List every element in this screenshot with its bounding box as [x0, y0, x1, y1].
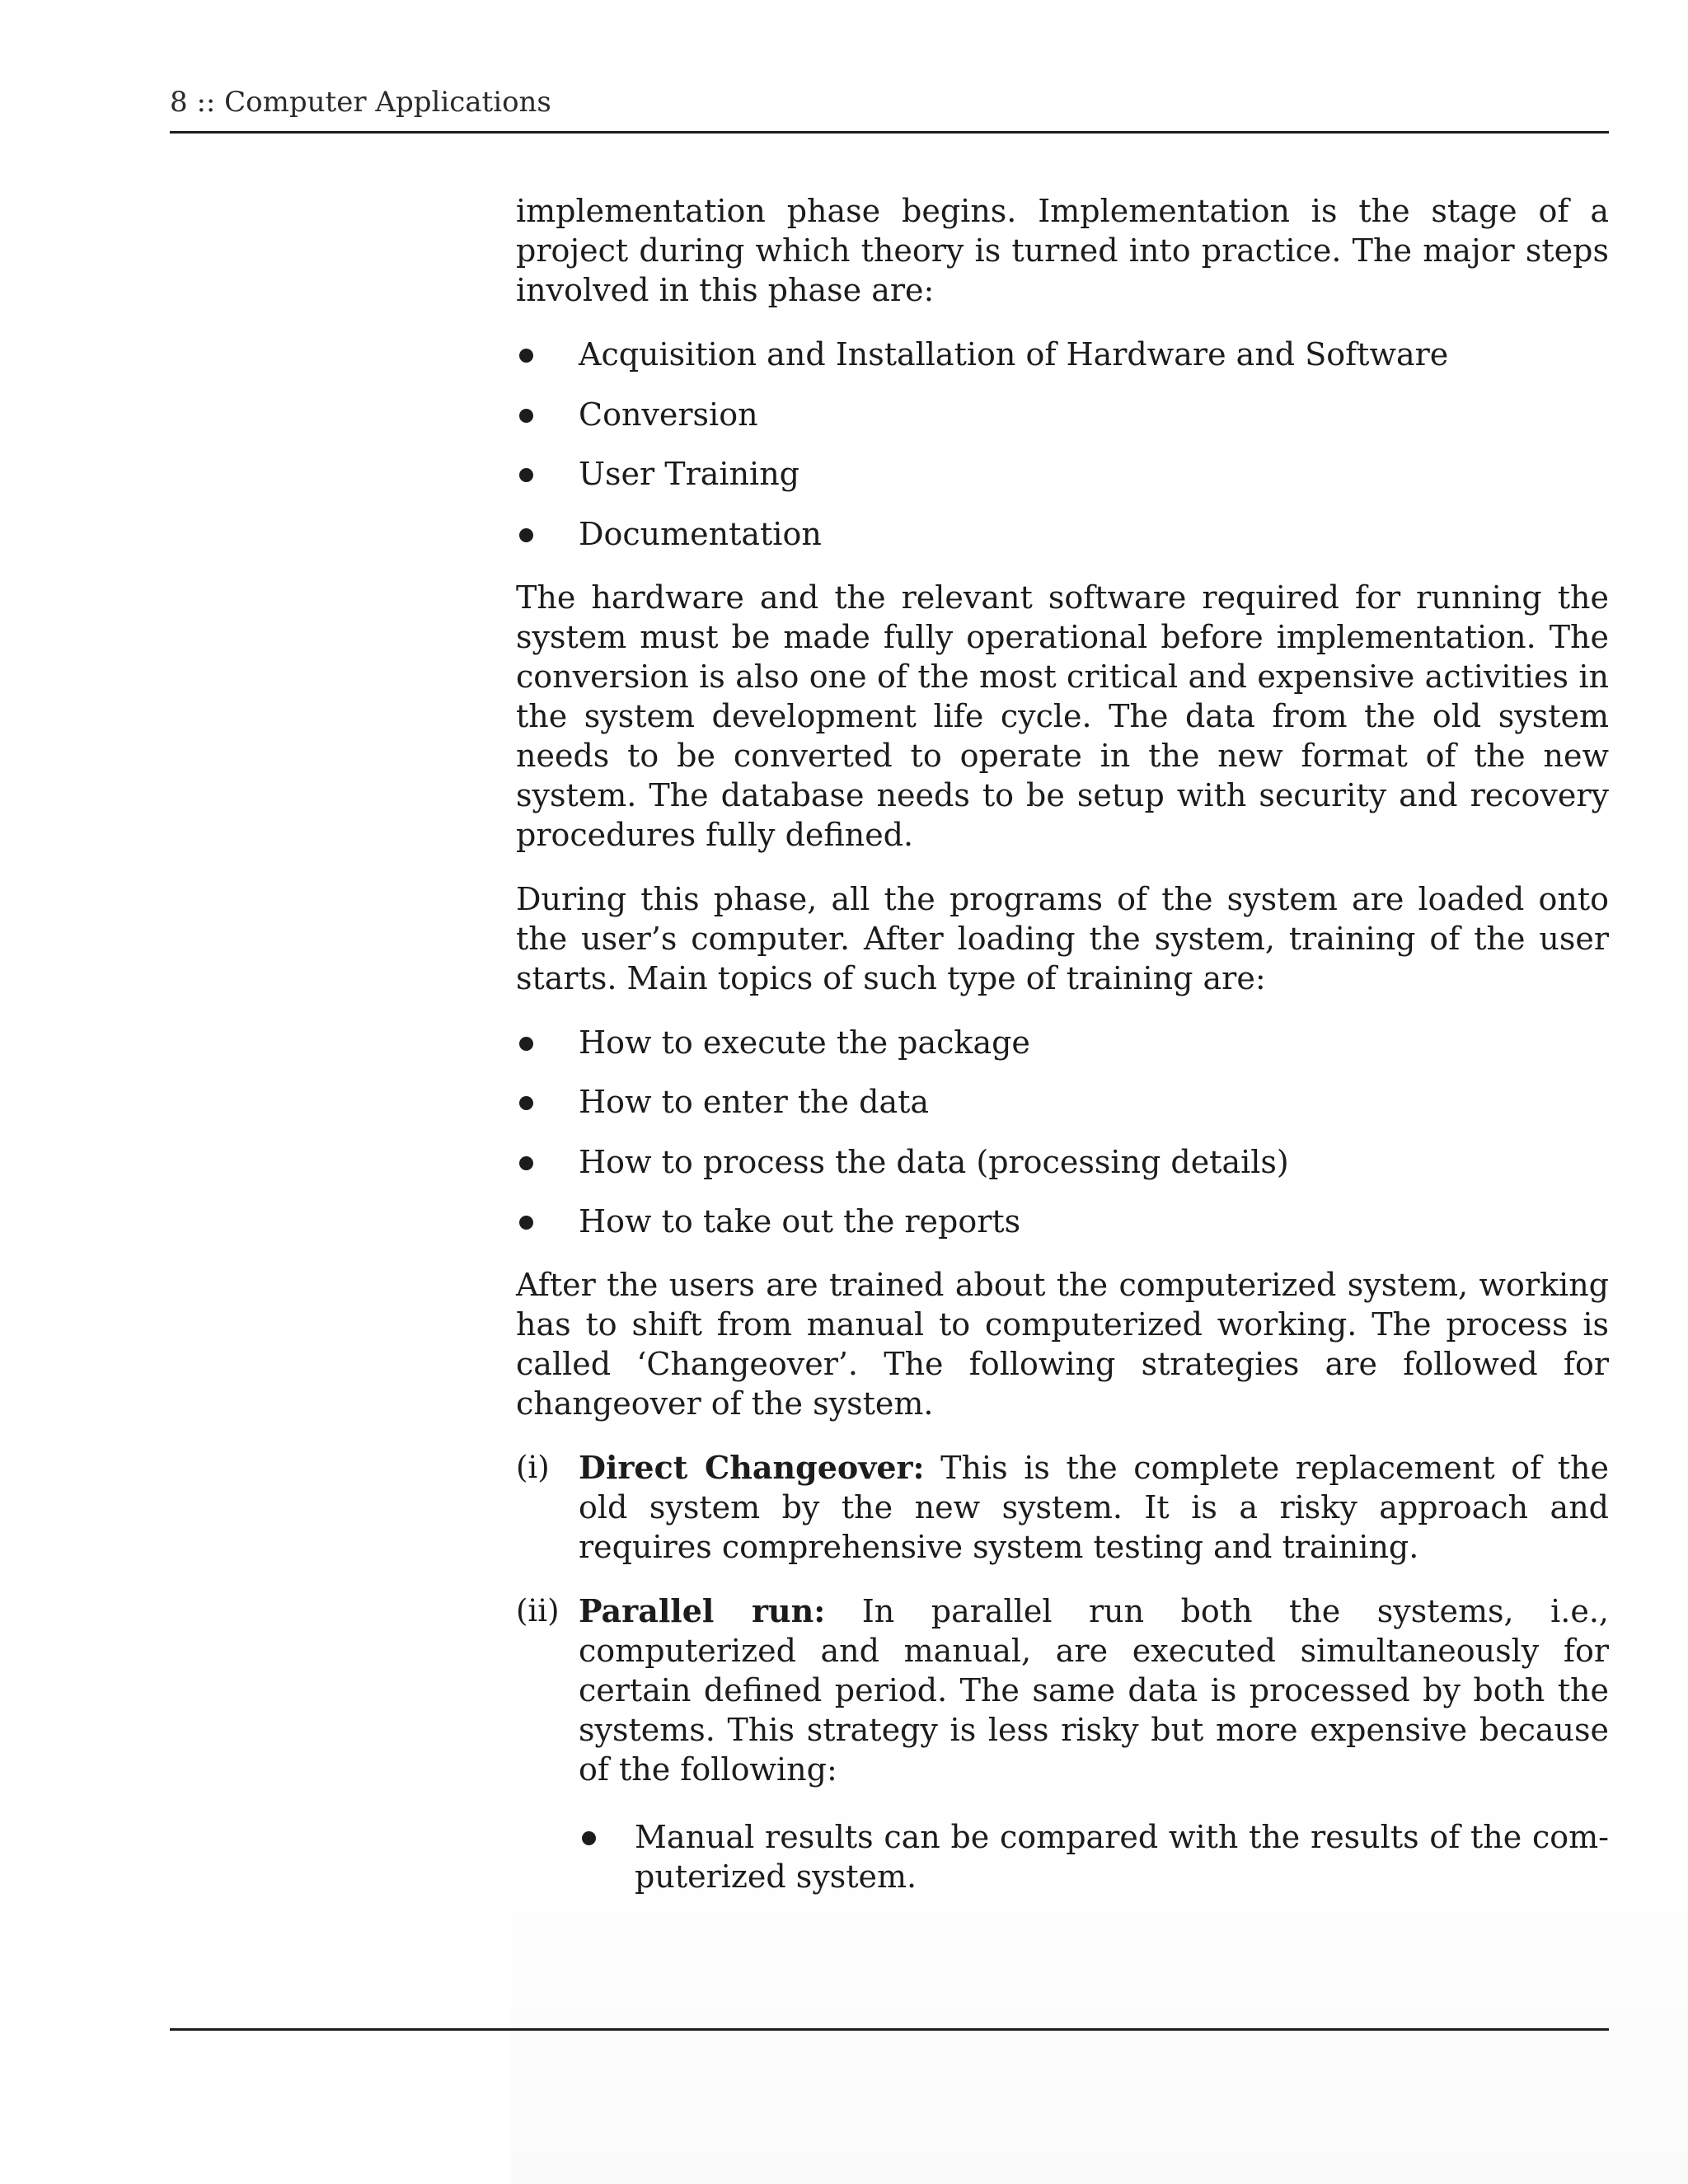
strategy-number: (ii) [516, 1593, 560, 1629]
training-paragraph: During this phase, all the programs of the system are loaded onto the user’s computer. After loading the system, training of the user starts. Main topics of such type of training are: [516, 880, 1609, 996]
list-item [516, 1142, 1609, 1182]
bullet-icon [519, 468, 533, 482]
list-item-text: Conversion [579, 396, 758, 433]
list-item [516, 454, 1609, 494]
footer-rule [170, 2028, 1609, 2031]
bullet-icon [582, 1831, 596, 1845]
running-header: 8 :: Computer Applications [170, 86, 551, 119]
list-item [516, 1023, 1609, 1062]
list-item [516, 335, 1609, 374]
bullet-icon [519, 1037, 533, 1051]
list-item [516, 395, 1609, 434]
list-item [516, 1202, 1609, 1241]
list-item-text: User Training [579, 456, 800, 492]
implementation-steps-list [516, 335, 1609, 554]
changeover-paragraph: After the users are trained about the computerized system, working has to shift from manual to computerized working. The process is called ‘Changeover’. The following strategies are followed for changeover of the system. [516, 1267, 1609, 1422]
intro-paragraph: implementation phase begins. Implementation is the stage of a project during which theory is turned into practice. The major steps involved in this phase are: [516, 193, 1609, 308]
bullet-icon [519, 1156, 533, 1170]
strategy-text: This is the complete replacement of the old system by the new system. It is a risky approach and requires comprehensive system testing and training. [579, 1450, 1609, 1565]
bullet-icon [519, 409, 533, 423]
list-item [516, 1082, 1609, 1122]
strategy-term: Parallel run: [579, 1592, 826, 1629]
list-item-text: Documentation [579, 515, 822, 552]
list-item-text: How to execute the package [579, 1024, 1030, 1061]
list-item [516, 514, 1609, 554]
strategy-number: (i) [516, 1450, 550, 1485]
bullet-icon [519, 349, 533, 363]
strategy-direct-changeover [516, 1448, 1609, 1567]
strategy-term: Direct Changeover: [579, 1449, 925, 1486]
parallel-run-points-list [579, 1817, 1609, 1896]
strategy-parallel-run [516, 1591, 1609, 1896]
list-item-text: How to take out the reports [579, 1203, 1021, 1240]
bullet-icon [519, 1096, 533, 1110]
bullet-icon [519, 1216, 533, 1230]
hardware-paragraph: The hardware and the relevant software required for running the system must be made fully operational before implementation. The conversion is also one of the most critical and expensive activities in the system development life cycle. The data from the old system needs to be converted to operate in the new format of the new system. The database needs to be setup with security and recovery procedures fully defined. [516, 579, 1609, 853]
page-content [516, 191, 1609, 1921]
list-item [579, 1817, 1609, 1896]
list-item-text: Manual results can be compared with the results of the computerized system. [635, 1819, 1609, 1895]
list-item-text: How to enter the data [579, 1084, 930, 1120]
training-topics-list [516, 1023, 1609, 1242]
bullet-icon [519, 528, 533, 542]
header-rule [170, 131, 1609, 134]
strategy-text: In parallel run both the systems, i.e., computerized and manual, are executed simultaneously for certain defined period. The same data is processed by both the systems. This strategy is less risky but more expensive because of the following: [579, 1593, 1609, 1788]
list-item-text: Acquisition and Installation of Hardware and Software [579, 336, 1449, 373]
list-item-text: How to process the data (processing details) [579, 1143, 1289, 1180]
